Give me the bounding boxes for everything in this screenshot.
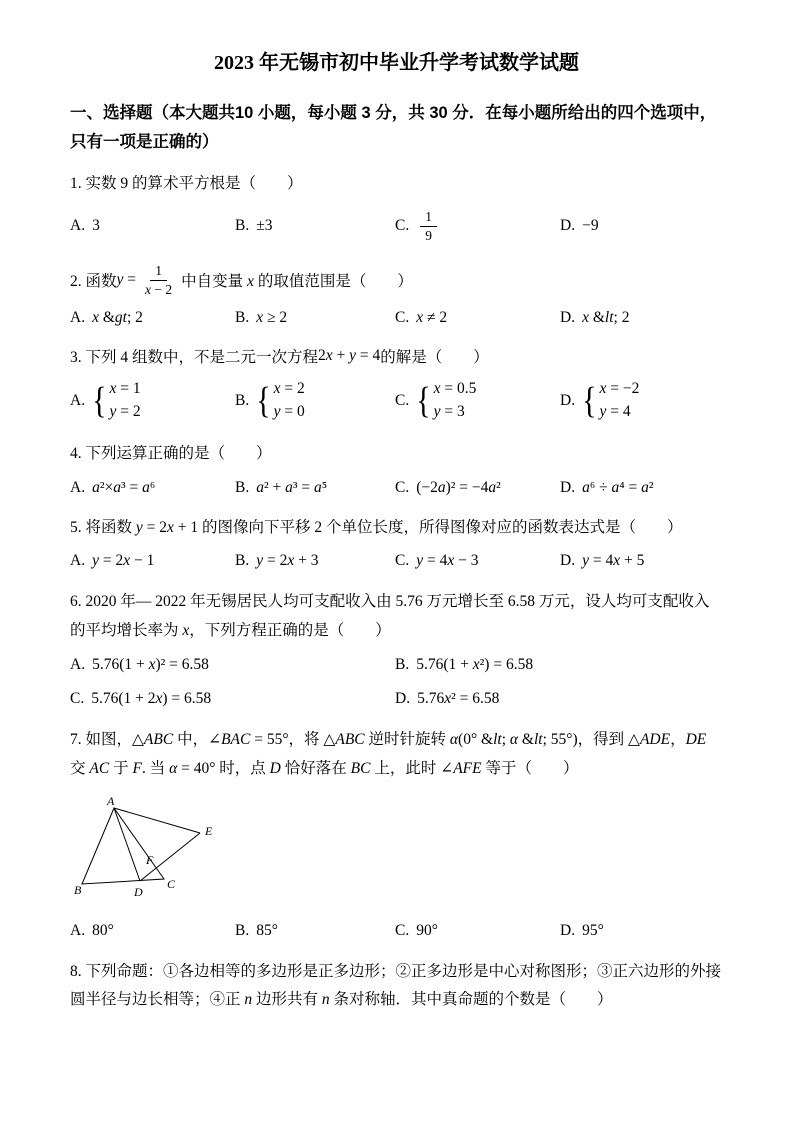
option-value: x ≥ 2 [256,309,288,327]
system-line-2: y = 4 [599,402,631,420]
option-q7-a [70,922,235,940]
equation-system [256,378,305,423]
option-label: D. [395,690,411,708]
fraction [140,262,177,298]
stem-text: 3. 下列 4 组数中，不是二元一次方程 [70,349,319,367]
system-lines [109,378,140,423]
option-label: D. [560,478,576,496]
question-4-options [70,479,723,497]
system-line-2: y = 2 [109,402,141,420]
option-value: 5.76(1 + x)² = 6.58 [92,656,209,674]
equation-system [582,378,639,423]
option-q1-a [70,217,235,235]
question-7 [70,726,723,939]
option-q7-b [235,922,395,940]
option-q5-b [235,552,395,570]
question-7-stem: 7. 如图，△ABC 中，∠BAC = 55°，将 △ABC 逆时针旋转 α(0° &lt; α &lt; 55°)，得到 △ADE，DE 交 AC 于 F. 当 α = 40° 时，点 D 恰好落在 BC 上，此时 ∠AFE 等于（ ） [70,731,707,777]
stem-text: 2. 函数 [70,273,117,291]
option-label: A. [70,921,86,939]
vertex-label-c: C [167,876,176,891]
question-7-options [70,922,723,940]
option-value: (−2a)² = −4a² [416,478,501,496]
system-line-1: x = 1 [109,380,141,398]
question-6 [70,588,723,708]
option-value: 3 [92,217,100,235]
option-label: B. [395,656,410,674]
vertex-label-f: F [146,852,154,867]
option-label: A. [70,391,86,409]
option-value: 95° [582,921,604,939]
fraction-numerator: 1 [420,208,437,227]
question-7-figure [74,795,723,912]
question-3 [70,345,723,423]
option-label: A. [70,656,86,674]
fraction-numerator: 1 [150,262,167,281]
option-label: C. [395,921,410,939]
option-label: B. [235,921,250,939]
option-q2-c [395,309,560,327]
option-label: A. [70,309,86,327]
page-title: 2023 年无锡市初中毕业升学考试数学试题 [214,52,579,74]
option-value: 90° [416,921,438,939]
option-label: D. [560,309,576,327]
equation-system [416,378,476,423]
stem-text: 的解是（ ） [380,349,489,367]
option-value: a⁶ ÷ a⁴ = a² [582,478,654,496]
option-value: y = 4x + 5 [582,551,645,569]
brace-symbol: { [582,379,597,421]
system-line-1: x = 2 [273,380,305,398]
vertex-label-b: B [74,882,82,897]
question-6-options [70,656,723,708]
option-q4-b [235,479,395,497]
option-value: y = 2x − 1 [92,551,155,569]
brace-symbol: { [92,379,107,421]
option-label: C. [395,551,410,569]
option-label: D. [560,921,576,939]
option-value: x &lt; 2 [582,309,630,327]
option-q3-a [70,378,235,423]
vertex-label-e: E [205,823,213,838]
option-q4-a [70,479,235,497]
system-lines [274,378,305,423]
question-1 [70,171,723,244]
option-value: 5.76(1 + 2x) = 6.58 [91,690,212,708]
question-8-stem: 8. 下列命题：①各边相等的多边形是正多边形；②正多边形是中心对称图形；③正六边形的外接圆半径与边长相等；④正 n 边形共有 n 条对称轴．其中真命题的个数是（ ） [70,962,722,1009]
option-label: A. [70,217,86,235]
question-1-stem: 1. 实数 9 的算术平方根是（ ） [70,174,303,192]
question-2-options [70,309,723,327]
fraction-denominator: 9 [425,227,432,243]
stem-math: 2x + y = 4 [318,347,381,365]
option-q2-b [235,309,395,327]
question-2 [70,262,723,327]
section-heading: 一、选择题（本大题共10 小题，每小题 3 分，共 30 分．在每小题所给出的四个选项中，只有一项是正确的） [70,104,717,151]
question-3-stem [70,345,723,367]
option-value: 5.76x² = 6.58 [417,690,500,708]
option-value: y = 2x + 3 [256,551,319,569]
option-label: A. [70,478,86,496]
equation-system [92,378,141,423]
option-q6-c [70,690,395,708]
question-4 [70,441,723,496]
system-lines [599,378,639,423]
option-value: 5.76(1 + x²) = 6.58 [416,656,534,674]
option-q3-d [560,378,723,423]
option-value: 85° [256,921,278,939]
option-label: B. [235,478,250,496]
question-5-stem: 5. 将函数 y = 2x + 1 的图像向下平移 2 个单位长度，所得图像对应的函数表达式是（ ） [70,518,683,536]
option-label: B. [235,551,250,569]
stem-math: y = [116,271,137,289]
option-label: C. [395,391,410,409]
vertex-label-a: A [107,794,115,808]
option-value: x &gt; 2 [92,309,143,327]
option-label: B. [235,309,250,327]
question-3-options [70,378,723,423]
option-label: C. [395,217,410,235]
option-value: x ≠ 2 [416,309,448,327]
option-value: −9 [582,217,599,235]
option-value: a² + a³ = a⁵ [256,478,328,496]
option-q2-a [70,309,235,327]
option-q1-d [560,217,723,235]
question-8 [70,958,723,1015]
system-line-2: y = 0 [273,402,305,420]
option-q6-a [70,656,395,674]
option-q1-c [395,208,560,244]
option-value: 80° [92,921,114,939]
option-q7-c [395,922,560,940]
system-line-2: y = 3 [433,402,465,420]
system-lines [434,378,477,423]
option-q2-d [560,309,723,327]
option-value: ±3 [256,217,273,235]
segment-ae [114,808,200,833]
question-1-options [70,208,723,244]
segment-ad [114,808,140,881]
option-q5-a [70,552,235,570]
option-value: y = 4x − 3 [416,551,479,569]
option-q6-b [395,656,723,674]
option-q3-c [395,378,560,423]
question-5-options [70,552,723,570]
option-label: A. [70,551,86,569]
system-line-1: x = 0.5 [433,380,477,398]
brace-symbol: { [416,379,431,421]
option-label: C. [395,309,410,327]
question-6-stem: 6. 2020 年— 2022 年无锡居民人均可支配收入由 5.76 万元增长至 6.58 万元，设人均可支配收入的平均增长率为 x，下列方程正确的是（ ） [70,592,710,639]
option-label: D. [560,551,576,569]
fraction-denominator: x − 2 [145,281,173,297]
option-value: a²×a³ = a⁶ [92,478,156,496]
option-q4-c [395,479,560,497]
stem-text: 中自变量 x 的取值范围是（ ） [181,273,413,291]
question-5 [70,515,723,570]
option-q7-d [560,922,723,940]
vertex-label-d: D [134,884,143,899]
triangle-figure-svg [74,795,224,907]
brace-symbol: { [256,379,271,421]
option-q5-d [560,552,723,570]
question-2-stem [70,262,723,298]
option-q5-c [395,552,560,570]
system-line-1: x = −2 [599,380,640,398]
option-label: C. [70,690,85,708]
option-label: D. [560,391,576,409]
option-q6-d [395,690,723,708]
option-q3-b [235,378,395,423]
option-q1-b [235,217,395,235]
option-label: B. [235,217,250,235]
option-label: D. [560,217,576,235]
fraction [420,208,437,244]
question-4-stem: 4. 下列运算正确的是（ ） [70,445,272,463]
option-label: B. [235,391,250,409]
option-q4-d [560,479,723,497]
option-label: C. [395,478,410,496]
